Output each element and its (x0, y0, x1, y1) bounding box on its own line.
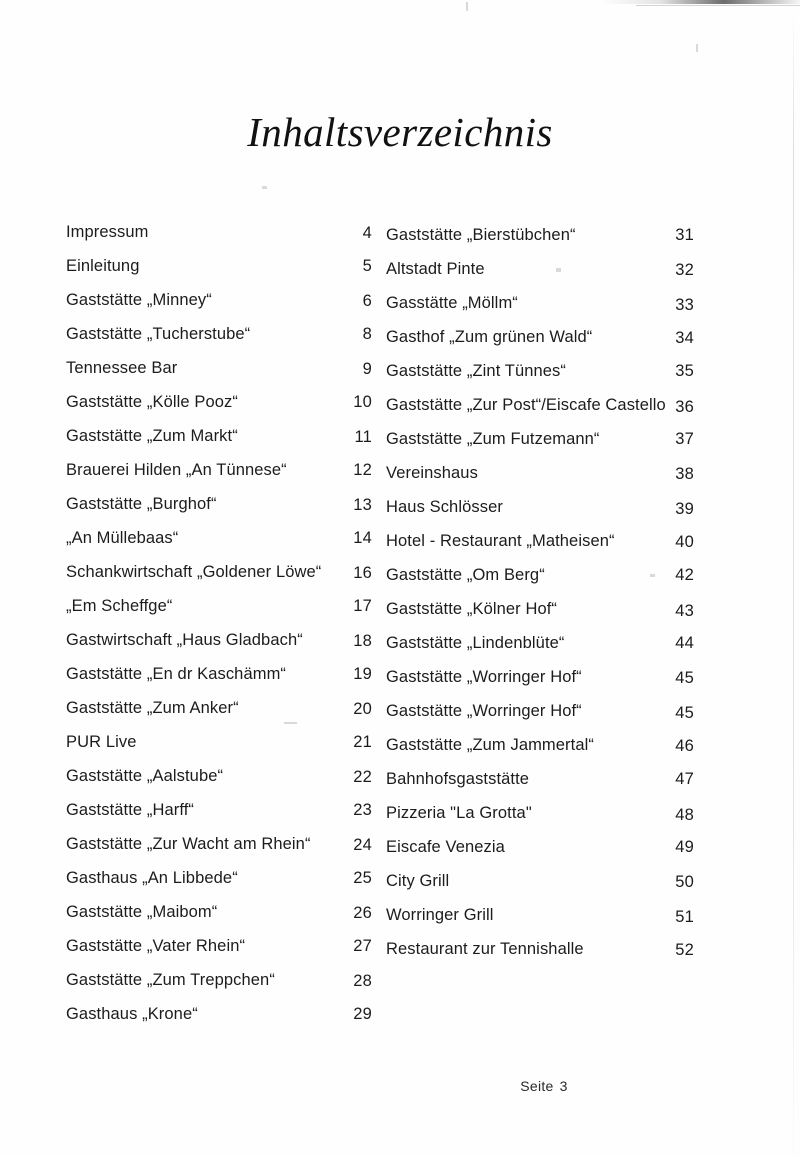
toc-entry-page-number: 45 (675, 704, 694, 722)
toc-entry[interactable] (386, 463, 694, 497)
toc-entry-title: „Em Scheffge“ (66, 597, 173, 615)
toc-entry-page-number: 33 (675, 296, 694, 314)
toc-entry-page-number: 49 (675, 838, 694, 856)
toc-entry-page-number: 38 (675, 465, 694, 483)
toc-entry[interactable] (66, 834, 372, 868)
toc-entry[interactable] (386, 565, 694, 599)
toc-entry-title: Einleitung (66, 257, 140, 275)
toc-entry[interactable] (66, 902, 372, 936)
toc-entry-title: Gaststätte „Minney“ (66, 291, 212, 309)
toc-entry[interactable] (66, 358, 372, 392)
toc-entry[interactable] (66, 630, 372, 664)
toc-entry-title: Gastwirtschaft „Haus Gladbach“ (66, 631, 303, 649)
toc-entry[interactable] (386, 225, 694, 259)
toc-entry-title: Hotel - Restaurant „Matheisen“ (386, 532, 615, 550)
toc-entry-page-number: 44 (675, 634, 694, 652)
toc-entry-title: Gaststätte „Zum Treppchen“ (66, 971, 275, 989)
toc-entry-title: Gasthaus „An Libbede“ (66, 869, 238, 887)
toc-entry[interactable] (66, 766, 372, 800)
toc-entry[interactable] (386, 361, 694, 395)
toc-entry-page-number: 29 (353, 1005, 372, 1023)
toc-entry-title: Eiscafe Venezia (386, 838, 505, 856)
toc-entry-page-number: 50 (675, 873, 694, 891)
toc-entry[interactable] (386, 259, 694, 293)
toc-entry-page-number: 27 (353, 937, 372, 955)
toc-entry-title: Gaststätte „En dr Kaschämm“ (66, 665, 287, 683)
toc-entry-page-number: 13 (353, 496, 372, 514)
toc-entry[interactable] (66, 732, 372, 766)
toc-entry-title: Tennessee Bar (66, 359, 178, 377)
scan-speck (262, 186, 267, 189)
toc-entry-title: Gaststätte „Tucherstube“ (66, 325, 251, 343)
toc-entry[interactable] (66, 256, 372, 290)
toc-entry-page-number: 17 (353, 597, 372, 615)
toc-entry-title: City Grill (386, 872, 450, 890)
toc-entry-page-number: 36 (675, 398, 694, 416)
toc-entry-page-number: 14 (353, 529, 372, 547)
toc-entry[interactable] (66, 970, 372, 1004)
toc-entry-page-number: 40 (675, 533, 694, 551)
toc-entry[interactable] (386, 769, 694, 803)
toc-entry[interactable] (386, 667, 694, 701)
toc-entry-title: Gaststätte „Zum Jammertal“ (386, 736, 594, 754)
toc-entry-page-number: 8 (362, 325, 372, 343)
toc-entry-title: Gaststätte „Worringer Hof“ (386, 702, 582, 720)
toc-entry-title: Haus Schlösser (386, 498, 503, 516)
toc-entry-page-number: 37 (675, 430, 694, 448)
toc-entry-page-number: 16 (353, 564, 372, 582)
toc-entry-title: Gaststätte „Bierstübchen“ (386, 226, 576, 244)
footer-page-number: 3 (559, 1078, 568, 1094)
toc-entry[interactable] (66, 868, 372, 902)
toc-entry-page-number: 6 (362, 292, 372, 310)
footer-label: Seite (520, 1078, 554, 1094)
footer-page-indicator (520, 1078, 568, 1094)
toc-entry[interactable] (66, 392, 372, 426)
toc-entry-page-number: 45 (675, 669, 694, 687)
toc-entry-title: Worringer Grill (386, 906, 494, 924)
toc-entry-page-number: 25 (353, 869, 372, 887)
toc-entry[interactable] (66, 936, 372, 970)
toc-entry[interactable] (386, 803, 694, 837)
toc-entry-page-number: 48 (675, 806, 694, 824)
toc-entry-page-number: 43 (675, 602, 694, 620)
toc-entry[interactable] (386, 497, 694, 531)
toc-entry[interactable] (66, 494, 372, 528)
toc-entry-page-number: 46 (675, 737, 694, 755)
toc-entry-page-number: 28 (353, 972, 372, 990)
toc-entry[interactable] (386, 905, 694, 939)
toc-column-right (386, 225, 694, 973)
toc-entry-page-number: 51 (675, 908, 694, 926)
toc-entry-title: Gaststätte „Kölner Hof“ (386, 600, 558, 618)
toc-entry-title: Gaststätte „Zum Markt“ (66, 427, 238, 445)
toc-entry[interactable] (66, 664, 372, 698)
toc-entry-page-number: 31 (675, 226, 694, 244)
toc-entry-title: Gaststätte „Kölle Pooz“ (66, 393, 238, 411)
toc-entry[interactable] (386, 701, 694, 735)
toc-entry-title: Gaststätte „Lindenblüte“ (386, 634, 565, 652)
toc-entry-title: Gaststätte „Zum Futzemann“ (386, 430, 600, 448)
scan-edge-artifact-right (793, 8, 794, 1156)
scan-speck (696, 44, 698, 52)
toc-entry-page-number: 47 (675, 770, 694, 788)
toc-entry[interactable] (386, 837, 694, 871)
toc-entry-title: Gasstätte „Möllm“ (386, 294, 518, 312)
toc-column-left (66, 222, 372, 1038)
toc-entry-title: Impressum (66, 223, 149, 241)
toc-entry-title: Gaststätte „Worringer Hof“ (386, 668, 582, 686)
toc-entry-title: Bahnhofsgaststätte (386, 770, 530, 788)
scan-edge-artifact-top-secondary (636, 5, 800, 6)
toc-entry[interactable] (386, 735, 694, 769)
toc-entry-title: Gasthof „Zum grünen Wald“ (386, 328, 593, 346)
toc-entry-page-number: 23 (353, 801, 372, 819)
toc-entry-title: Gasthaus „Krone“ (66, 1005, 198, 1023)
scan-speck (466, 2, 468, 11)
toc-entry-page-number: 5 (362, 257, 372, 275)
toc-entry-page-number: 35 (675, 362, 694, 380)
toc-entry[interactable] (386, 939, 694, 973)
toc-entry-title: Gaststätte „Zum Anker“ (66, 699, 239, 717)
toc-entry-page-number: 22 (353, 768, 372, 786)
toc-entry[interactable] (66, 426, 372, 460)
toc-entry-page-number: 18 (353, 632, 372, 650)
toc-entry-page-number: 9 (362, 360, 372, 378)
toc-entry-title: Gaststätte „Aalstube“ (66, 767, 224, 785)
toc-entry[interactable] (66, 800, 372, 834)
toc-entry-title: Gaststätte „Maibom“ (66, 903, 218, 921)
toc-entry[interactable] (66, 1004, 372, 1038)
toc-entry-title: Gaststätte „Zint Tünnes“ (386, 362, 567, 380)
toc-entry[interactable] (386, 871, 694, 905)
toc-entry-page-number: 32 (675, 261, 694, 279)
toc-entry-page-number: 34 (675, 329, 694, 347)
toc-entry[interactable] (66, 562, 372, 596)
toc-entry-title: „An Müllebaas“ (66, 529, 179, 547)
toc-entry-page-number: 4 (362, 224, 372, 242)
toc-entry[interactable] (66, 290, 372, 324)
toc-entry-title: Schankwirtschaft „Goldener Löwe“ (66, 563, 322, 581)
toc-entry[interactable] (386, 395, 694, 429)
toc-entry-page-number: 24 (353, 836, 372, 854)
toc-entry-title: Gaststätte „Vater Rhein“ (66, 937, 246, 955)
toc-entry-title: PUR Live (66, 733, 137, 751)
toc-entry-title: Gaststätte „Om Berg“ (386, 566, 545, 584)
toc-entry[interactable] (66, 596, 372, 630)
toc-entry-page-number: 42 (675, 566, 694, 584)
toc-entry-page-number: 39 (675, 500, 694, 518)
toc-entry-title: Brauerei Hilden „An Tünnese“ (66, 461, 287, 479)
toc-entry-page-number: 19 (353, 665, 372, 683)
toc-entry-title: Altstadt Pinte (386, 260, 485, 278)
toc-entry[interactable] (386, 599, 694, 633)
toc-entry[interactable] (386, 531, 694, 565)
toc-entry[interactable] (66, 324, 372, 358)
toc-entry[interactable] (386, 429, 694, 463)
toc-entry-title: Restaurant zur Tennishalle (386, 940, 584, 958)
toc-entry[interactable] (386, 327, 694, 361)
toc-entry-title: Gaststätte „Harff“ (66, 801, 195, 819)
toc-entry-title: Pizzeria "La Grotta" (386, 804, 532, 822)
toc-entry-page-number: 12 (353, 461, 372, 479)
toc-entry-page-number: 11 (354, 428, 372, 446)
page-title: Inhaltsverzeichnis (247, 109, 553, 155)
toc-entry-title: Gaststätte „Zur Wacht am Rhein“ (66, 835, 311, 853)
toc-entry[interactable] (66, 528, 372, 562)
toc-entry-page-number: 20 (353, 700, 372, 718)
toc-entry[interactable] (66, 698, 372, 732)
toc-entry-title: Gaststätte „Burghof“ (66, 495, 217, 513)
toc-entry[interactable] (386, 633, 694, 667)
toc-entry-title: Vereinshaus (386, 464, 478, 482)
scan-edge-artifact-top (600, 0, 800, 4)
page-footer (0, 1078, 800, 1094)
toc-entry-page-number: 10 (353, 393, 372, 411)
toc-entry-title: Gaststätte „Zur Post“/Eiscafe Castello (386, 396, 666, 414)
toc-entry-page-number: 52 (675, 941, 694, 959)
toc-entry[interactable] (386, 293, 694, 327)
toc-entry[interactable] (66, 460, 372, 494)
toc-entry[interactable] (66, 222, 372, 256)
toc-entry-page-number: 21 (353, 733, 372, 751)
toc-entry-page-number: 26 (353, 904, 372, 922)
